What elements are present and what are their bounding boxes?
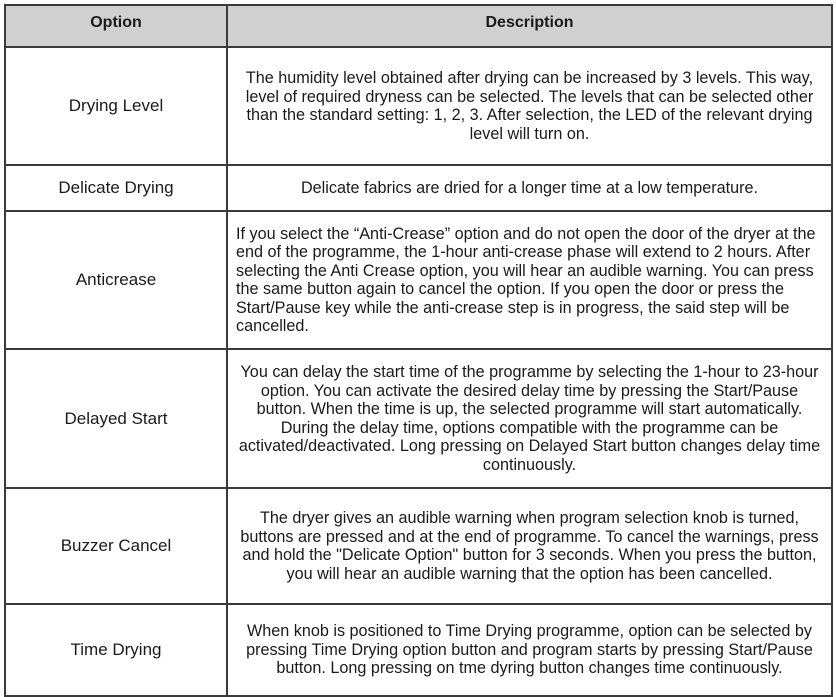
option-column-header: Option: [5, 5, 227, 47]
header-row: [5, 5, 832, 47]
table-row: [5, 47, 832, 165]
option-description: [227, 349, 832, 488]
table-row: [5, 211, 832, 349]
option-name: Time Drying: [5, 604, 227, 696]
option-name: Buzzer Cancel: [5, 488, 227, 604]
option-name: Anticrease: [5, 211, 227, 349]
option-name: Delayed Start: [5, 349, 227, 488]
description-text: When knob is positioned to Time Drying programme, option can be selected by pressing Time Drying option button and program starts by pressing Start/Pause button. Long pressing on tme dyring button changes time continuously.: [246, 622, 813, 678]
description-column-header: Description: [227, 5, 832, 47]
table-row: [5, 604, 832, 696]
description-text: The humidity level obtained after drying can be increased by 3 levels. This way, level of required dryness can be selected. The levels that can be selected other than the standard setting: 1, 2, 3. After selection, the LED of the relevant drying level will turn on.: [245, 69, 814, 143]
option-description: [227, 604, 832, 696]
option-description: [227, 488, 832, 604]
option-name: Drying Level: [5, 47, 227, 165]
description-text: The dryer gives an audible warning when program selection knob is turned, buttons are pressed and at the end of programme. To cancel the warnings, press and hold the "Delicate Option" button for 3 seconds. When you press the button, you will hear an audible warning that the option has been cancelled.: [240, 509, 819, 583]
description-text: Delicate fabrics are dried for a longer time at a low temperature.: [300, 178, 759, 197]
table-row: [5, 165, 832, 211]
table-row: [5, 349, 832, 488]
description-text: You can delay the start time of the programme by selecting the 1-hour to 23-hour option. You can activate the desired delay time by pressing the Start/Pause button. When the time is up, the selected programme will start automatically. During the delay time, options compatible with the programme can be activated/deactivated. Long pressing on Delayed Start button changes delay time continuously.: [238, 363, 821, 474]
option-description: [227, 211, 832, 349]
option-description: [227, 47, 832, 165]
option-description: [227, 165, 832, 211]
table-row: [5, 488, 832, 604]
options-table: [4, 4, 833, 697]
option-name: Delicate Drying: [5, 165, 227, 211]
description-text: If you select the “Anti-Crease” option and do not open the door of the dryer at the end of the programme, the 1-hour anti-crease phase will extend to 2 hours. After selecting the Anti Crease option, you will hear an audible warning. You can press the same button again to cancel the option. If you open the door or press the Start/Pause key while the anti-crease step is in progress, the said step will be cancelled.: [236, 224, 816, 335]
